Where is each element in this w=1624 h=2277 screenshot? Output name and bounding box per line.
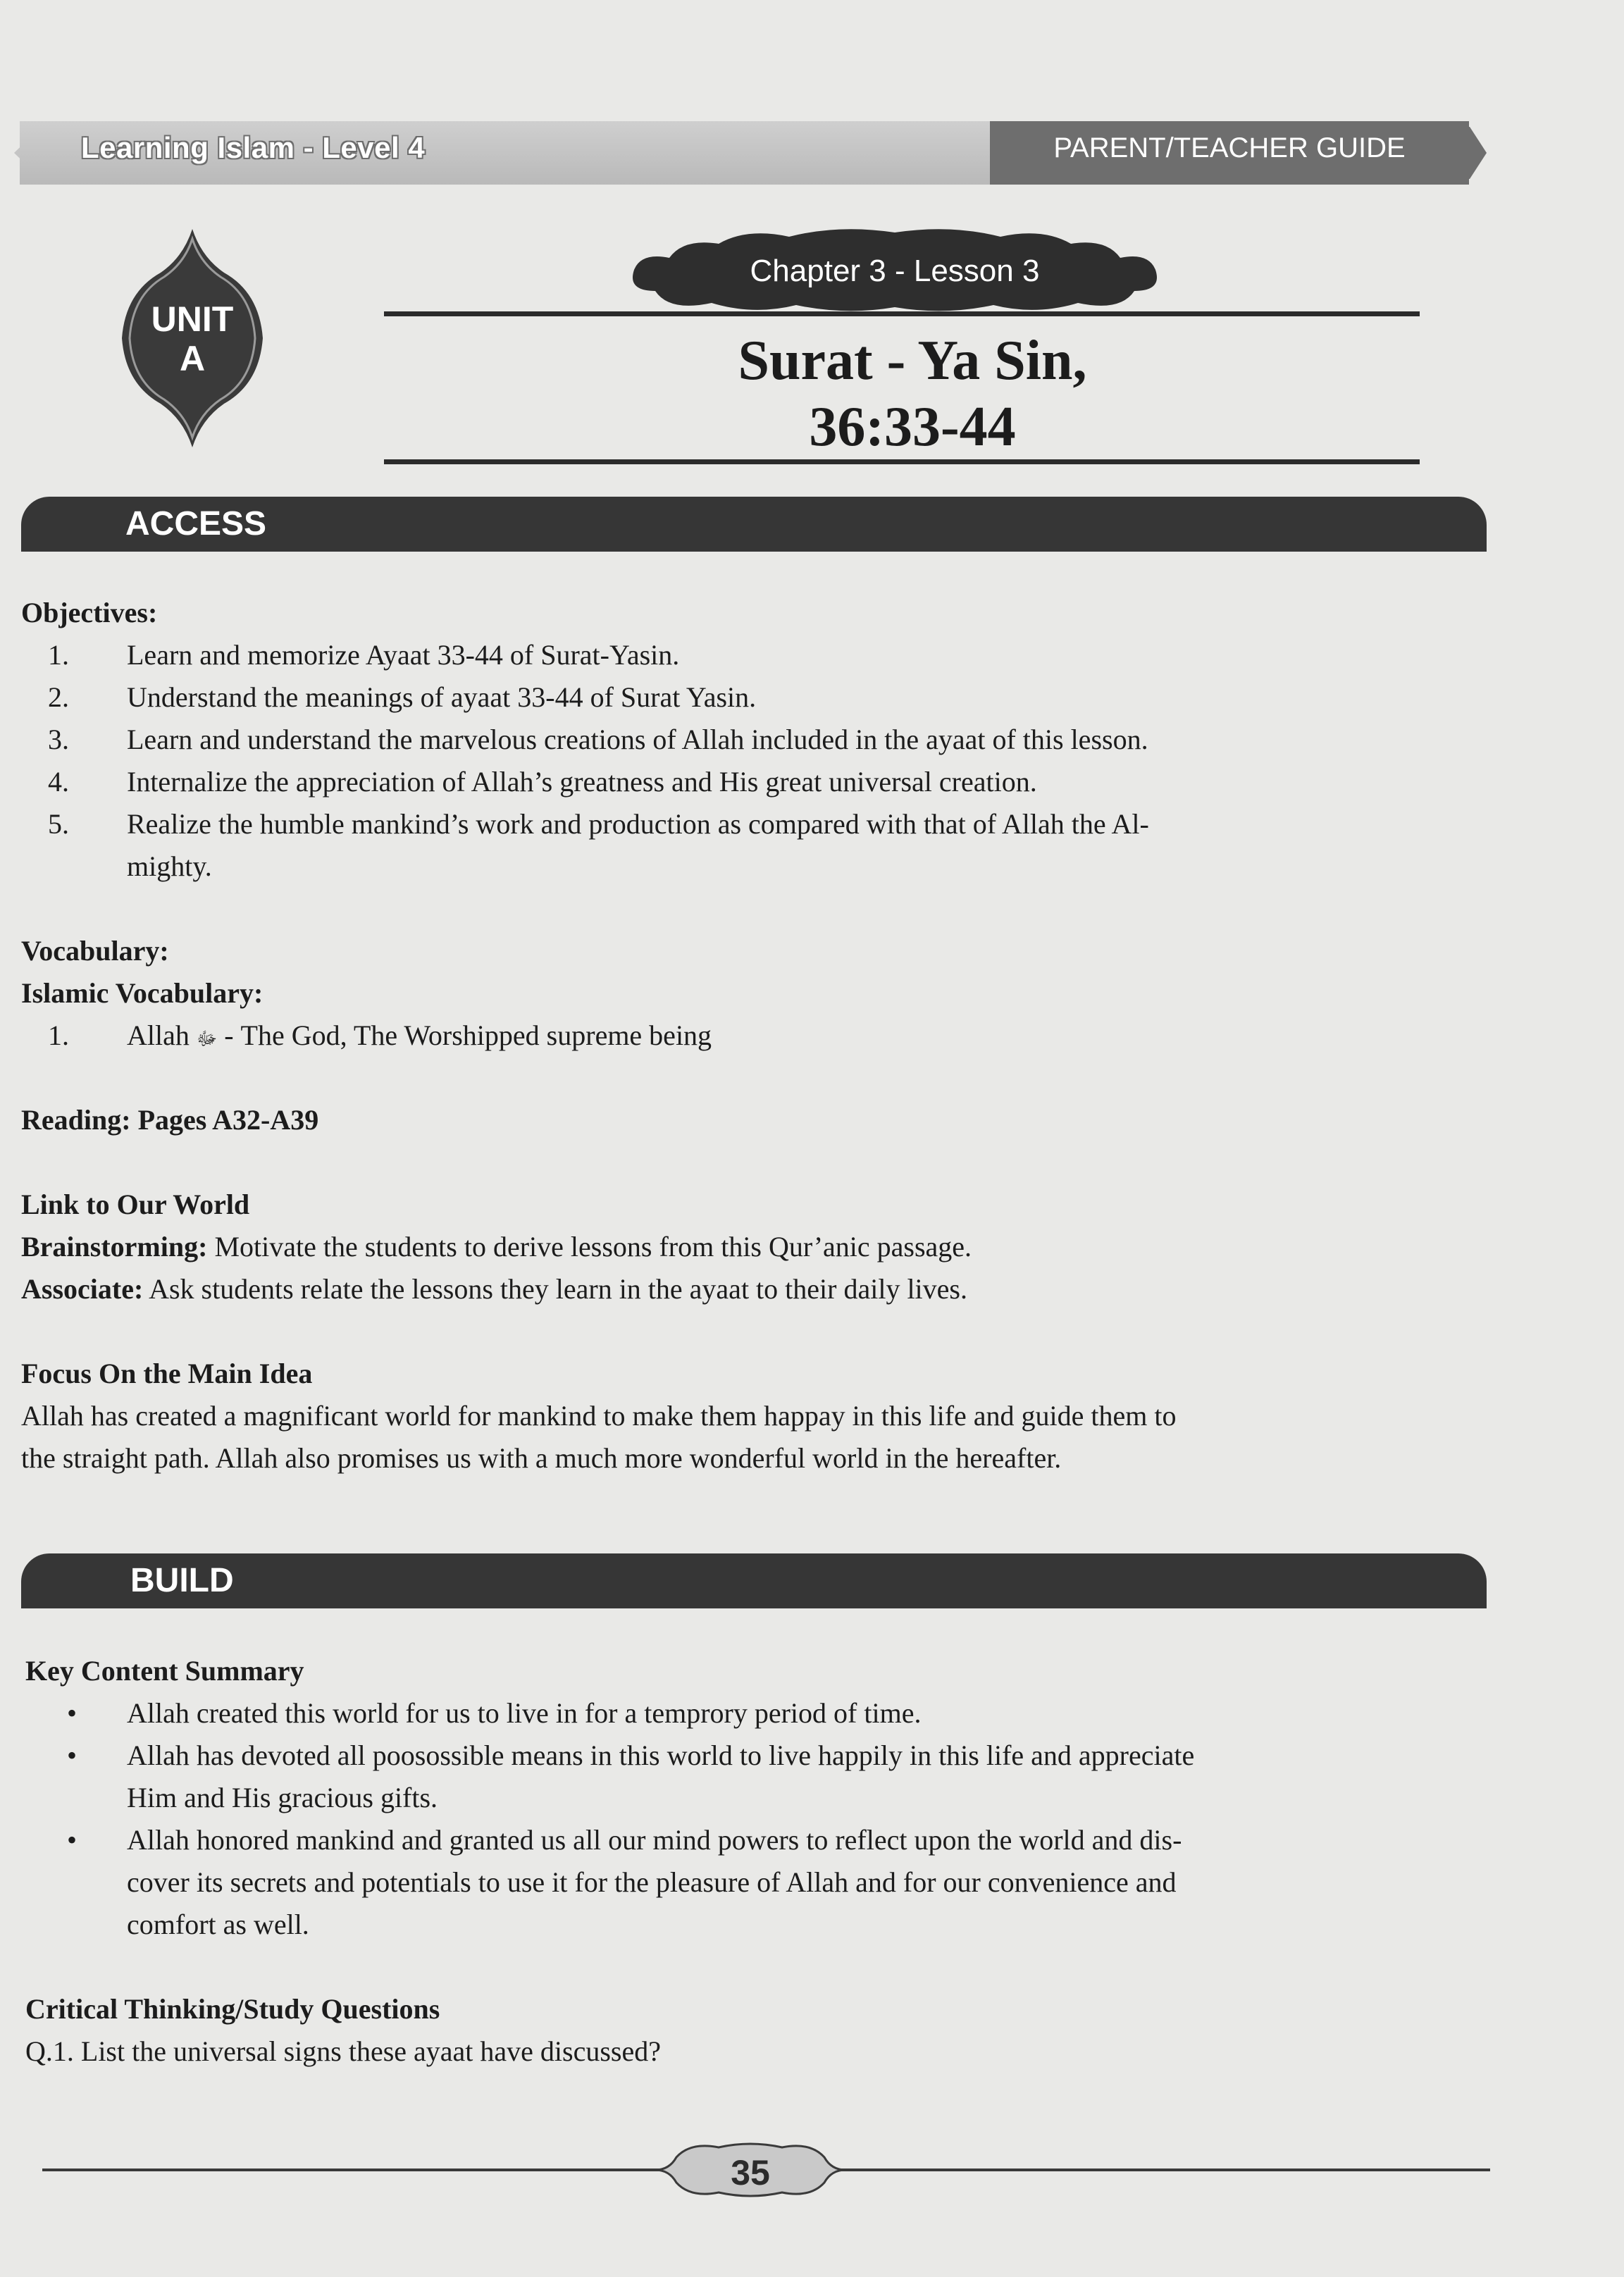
guide-label: PARENT/TEACHER GUIDE <box>1053 132 1406 163</box>
associate-line <box>21 1268 967 1310</box>
access-heading: ACCESS <box>125 505 267 542</box>
focus-text-line: Allah has created a magnificant world for mankind to make them happay in this life and guide them to <box>21 1400 1177 1432</box>
build-bar <box>21 1553 1487 1608</box>
objective-text: Realize the humble mankind’s work and production as compared with that of Allah the Al- <box>127 808 1149 840</box>
footer-rule-left <box>42 2169 662 2171</box>
brainstorming-label: Brainstorming: <box>21 1231 208 1262</box>
honorific-glyph: ﷻ <box>196 1029 218 1050</box>
summary-line: Him and His gracious gifts. <box>127 1782 438 1813</box>
islamic-vocabulary-label: Islamic Vocabulary: <box>21 977 264 1009</box>
book-title: Learning Islam - Level 4 <box>81 131 426 164</box>
objective-text: Internalize the appreciation of Allah’s greatness and His great universal creation. <box>127 766 1037 798</box>
page-number: 35 <box>731 2153 770 2192</box>
vocab-item <box>127 1015 712 1060</box>
associate-text: Ask students relate the lessons they learn in the ayaat to their daily lives. <box>149 1273 967 1305</box>
title-rule-top <box>384 311 1420 316</box>
question-1: Q.1. List the universal signs these ayaat have discussed? <box>25 2035 661 2067</box>
vocab-number: 1. <box>48 1019 69 1051</box>
summary-line: Allah has devoted all poosossible means in this world to live happily in this life and appreciate <box>127 1739 1195 1771</box>
associate-label: Associate: <box>21 1273 144 1305</box>
objective-text: Learn and memorize Ayaat 33-44 of Surat-Yasin. <box>127 639 680 671</box>
focus-heading: Focus On the Main Idea <box>21 1358 313 1389</box>
unit-label: UNIT A <box>151 299 234 378</box>
chapter-label: Chapter 3 - Lesson 3 <box>750 254 1040 288</box>
objectives-label: Objectives: <box>21 597 158 628</box>
key-content-heading: Key Content Summary <box>25 1655 304 1687</box>
title-rule-bottom <box>384 459 1420 464</box>
vocabulary-label: Vocabulary: <box>21 935 169 967</box>
questions-heading: Critical Thinking/Study Questions <box>25 1993 440 2025</box>
objective-number: 2. <box>48 681 69 713</box>
build-heading: BUILD <box>130 1562 234 1599</box>
footer-rule-right <box>838 2169 1490 2171</box>
brainstorming-text: Motivate the students to derive lessons from this Qur’anic passage. <box>214 1231 972 1262</box>
link-to-world-heading: Link to Our World <box>21 1189 250 1220</box>
objective-text-continued: mighty. <box>127 850 212 882</box>
summary-line: comfort as well. <box>127 1909 309 1940</box>
objective-number: 5. <box>48 808 69 840</box>
summary-line: cover its secrets and potentials to use it for the pleasure of Allah and for our convenience and <box>127 1866 1177 1898</box>
bullet-marker: • <box>67 1739 78 1771</box>
bullet-marker: • <box>67 1824 78 1856</box>
reading-pages: Reading: Pages A32-A39 <box>21 1104 319 1136</box>
vocab-definition: - The God, The Worshipped supreme being <box>224 1019 712 1051</box>
focus-text-line: the straight path. Allah also promises us with a much more wonderful world in the hereafter. <box>21 1442 1062 1474</box>
objective-number: 4. <box>48 766 69 798</box>
brainstorming-line <box>21 1226 972 1268</box>
objective-number: 1. <box>48 639 69 671</box>
objective-text: Understand the meanings of ayaat 33-44 of Surat Yasin. <box>127 681 757 713</box>
summary-line: Allah created this world for us to live in for a temprory period of time. <box>127 1697 922 1729</box>
objective-text: Learn and understand the marvelous creations of Allah included in the ayaat of this lesson. <box>127 724 1148 755</box>
summary-line: Allah honored mankind and granted us all our mind powers to reflect upon the world and dis- <box>127 1824 1182 1856</box>
lesson-title: Surat - Ya Sin, 36:33-44 <box>738 330 1087 458</box>
bullet-marker: • <box>67 1697 78 1729</box>
objective-number: 3. <box>48 724 69 755</box>
vocab-term: Allah <box>127 1019 190 1051</box>
